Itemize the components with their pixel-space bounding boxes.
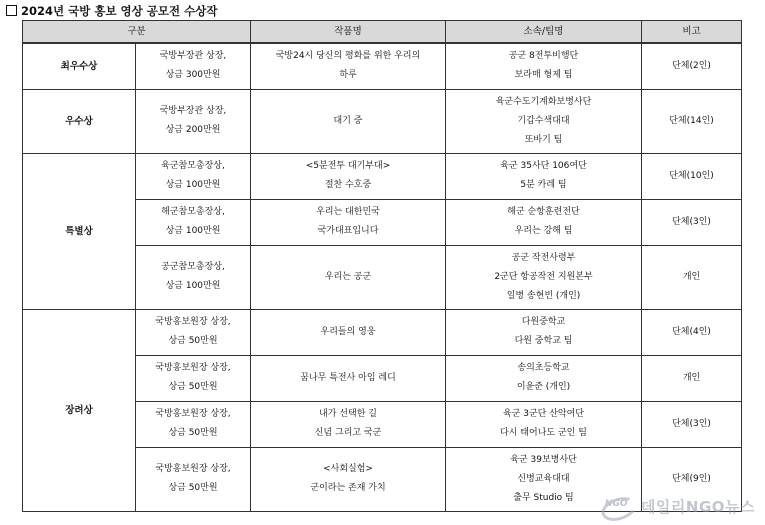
award-category: 최우수상	[23, 43, 136, 89]
cell-line: 다원 중학교 팀	[514, 336, 573, 346]
cell-line: 상금 200만원	[165, 125, 221, 135]
cell-line: 기갑수색대대	[517, 115, 570, 126]
work-title-cell	[251, 89, 446, 153]
team-cell	[446, 401, 642, 447]
cell-line: 상금 50만원	[168, 382, 218, 392]
header-team: 소속/팀명	[446, 21, 642, 44]
cell-line: 대기 중	[333, 115, 363, 126]
cell-line: 국방홍보원장 상장,	[155, 363, 231, 373]
award-category: 장려상	[23, 309, 136, 511]
team-cell	[446, 43, 642, 89]
cell-line: 출무 Studio 팀	[513, 492, 574, 503]
award-prize-cell	[136, 447, 251, 511]
cell-line: 하루	[339, 70, 357, 81]
award-prize-cell	[136, 89, 251, 153]
cell-line: 5분 카레 팀	[520, 180, 567, 190]
table-row	[23, 153, 742, 199]
cell-line: 내가 선택한 길	[319, 409, 377, 419]
note-cell: 개인	[642, 355, 742, 401]
note-cell: 단체(9인)	[642, 447, 742, 511]
cell-line: <5분전투 대기부대>	[305, 161, 391, 171]
cell-line: 보라매 형제 팀	[514, 70, 573, 81]
cell-line: 육군 39보병사단	[510, 454, 577, 465]
work-title-cell	[251, 355, 446, 401]
cell-line: 국방부장관 상장,	[159, 51, 227, 62]
cell-line: 상금 100만원	[165, 180, 221, 190]
team-cell	[446, 245, 642, 309]
cell-line: 국방홍보원장 상장,	[155, 464, 231, 474]
cell-line: 꿈나무 특전사 아임 레디	[300, 372, 396, 383]
cell-line: 상금 50만원	[168, 483, 218, 493]
note-cell: 단체(2인)	[642, 43, 742, 89]
award-prize-cell	[136, 199, 251, 245]
work-title-cell	[251, 199, 446, 245]
award-prize-cell	[136, 153, 251, 199]
header-note: 비고	[642, 21, 742, 44]
cell-line: 다원중학교	[521, 317, 566, 327]
award-prize-cell	[136, 309, 251, 355]
note-cell: 개인	[642, 245, 742, 309]
cell-line: 우리는 공군	[324, 271, 372, 282]
cell-line: 신념 그리고 국군	[314, 428, 382, 438]
team-cell	[446, 153, 642, 199]
cell-line: 다시 태어나도 군인 팀	[500, 428, 587, 438]
document-title: 2024년 국방 홍보 영상 공모전 수상작	[6, 3, 217, 19]
table-row	[23, 89, 742, 153]
checkbox-square-icon	[6, 5, 17, 16]
cell-line: 상금 100만원	[165, 226, 221, 236]
award-prize-cell	[136, 401, 251, 447]
cell-line: 육군수도기계화보병사단	[495, 96, 592, 107]
cell-line: 신병교육대대	[517, 473, 570, 484]
table-body	[23, 43, 742, 511]
cell-line: 상금 300만원	[165, 70, 221, 81]
cell-line: 상금 50만원	[168, 428, 218, 438]
cell-line: 절찬 수호중	[324, 180, 372, 190]
cell-line: 우리는 강해 팀	[514, 226, 573, 236]
award-prize-cell	[136, 43, 251, 89]
award-category: 우수상	[23, 89, 136, 153]
work-title-cell	[251, 43, 446, 89]
cell-line: 육군 3군단 산악여단	[503, 409, 585, 419]
cell-line: 국가대표입니다	[317, 226, 379, 236]
note-cell: 단체(10인)	[642, 153, 742, 199]
cell-line: 상금 50만원	[168, 336, 218, 346]
cell-line: 이윤준 (개인)	[516, 382, 571, 392]
team-cell	[446, 89, 642, 153]
table-row	[23, 43, 742, 89]
award-prize-cell	[136, 245, 251, 309]
team-cell	[446, 355, 642, 401]
note-cell: 단체(3인)	[642, 199, 742, 245]
cell-line: 송의초등학교	[517, 363, 570, 373]
cell-line: 국방홍보원장 상장,	[155, 317, 231, 327]
note-cell: 단체(3인)	[642, 401, 742, 447]
cell-line: 또바기 팀	[524, 134, 563, 145]
team-cell	[446, 309, 642, 355]
cell-line: 2군단 항공작전 지원본부	[494, 271, 593, 282]
cell-line: 국방24시 당신의 평화를 위한 우리의	[275, 51, 421, 62]
cell-line: 공군 8전투비행단	[508, 51, 579, 62]
cell-line: <사회실험>	[323, 464, 373, 474]
cell-line: 해군참모총장상,	[161, 207, 225, 217]
work-title-cell	[251, 447, 446, 511]
award-category: 특별상	[23, 153, 136, 309]
team-cell	[446, 199, 642, 245]
work-title-cell	[251, 401, 446, 447]
cell-line: 일병 송현빈 (개인)	[506, 290, 581, 301]
header-category: 구분	[23, 21, 251, 44]
award-prize-cell	[136, 355, 251, 401]
table-row	[23, 309, 742, 355]
cell-line: 우리는 대한민국	[316, 207, 380, 217]
cell-line: 육군참모총장상,	[161, 161, 225, 171]
work-title-cell	[251, 245, 446, 309]
cell-line: 해군 순항훈련전단	[507, 207, 580, 217]
watermark	[601, 493, 755, 519]
header-work: 작품명	[251, 21, 446, 44]
watermark-text: 데일리NGO뉴스	[640, 497, 755, 516]
work-title-cell	[251, 309, 446, 355]
cell-line: 우리들의 영웅	[320, 326, 376, 337]
cell-line: 국방홍보원장 상장,	[155, 409, 231, 419]
cell-line: 상금 100만원	[165, 281, 221, 291]
cell-line: 국방부장관 상장,	[159, 106, 227, 116]
ngo-news-logo-icon: NGO	[601, 495, 635, 517]
work-title-cell	[251, 153, 446, 199]
cell-line: 군이라는 존재 가치	[310, 483, 386, 493]
cell-line: 공군참모총장상,	[161, 262, 225, 272]
awards-table	[22, 20, 742, 512]
note-cell: 단체(14인)	[642, 89, 742, 153]
cell-line: 육군 35사단 106여단	[500, 161, 587, 171]
table-header-row	[23, 21, 742, 44]
note-cell: 단체(4인)	[642, 309, 742, 355]
cell-line: 공군 작전사령부	[511, 252, 576, 263]
